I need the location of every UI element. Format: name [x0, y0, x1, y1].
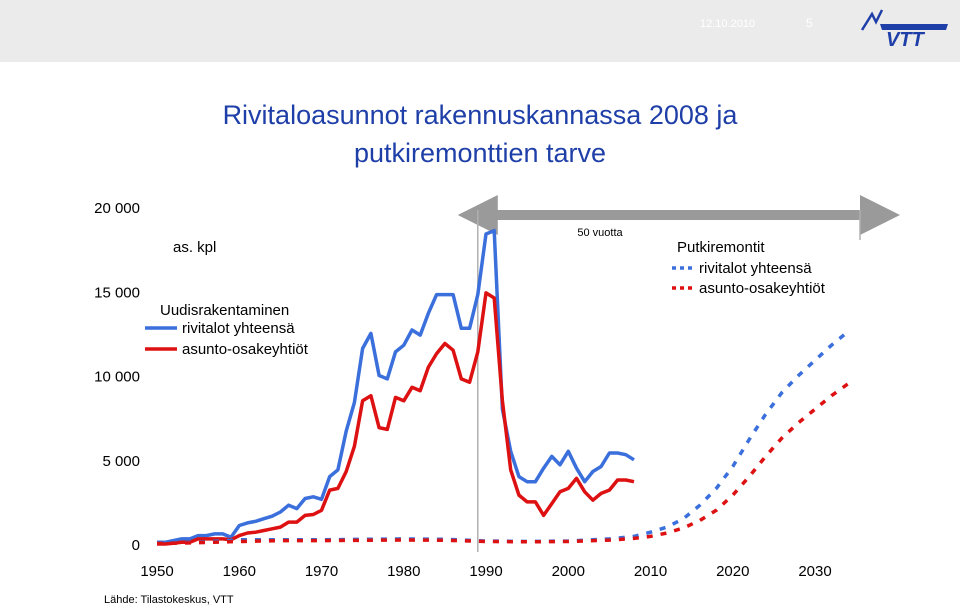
vtt-logo [858, 8, 950, 48]
legend-new-label: rivitalot yhteensä [182, 320, 295, 337]
unit-label: as. kpl [173, 239, 217, 256]
slide-title-line2: putkiremonttien tarve [353, 138, 607, 168]
legend-renov-label: rivitalot yhteensä [699, 260, 812, 277]
x-tick-label: 1970 [304, 563, 339, 580]
slide-title-line1: Rivitaloasunnot rakennuskannassa 2008 ja [222, 100, 738, 130]
x-tick-label: 2010 [633, 563, 668, 580]
legend-renov-title: Putkiremontit [677, 239, 765, 256]
header-bar [0, 0, 960, 62]
series-group [157, 231, 848, 544]
legend-renov-label: asunto-osakeyhtiöt [699, 280, 825, 297]
annotation-label: 50 vuotta [577, 227, 623, 239]
axes-group [94, 200, 832, 580]
slide-date: 12.10.2010 [700, 18, 756, 30]
y-tick-label: 10 000 [94, 368, 140, 386]
y-tick-label: 5 000 [102, 452, 140, 470]
x-tick-label: 2020 [716, 563, 750, 580]
legend-new-title: Uudisrakentaminen [160, 302, 290, 319]
logo-text: VTT [886, 29, 924, 48]
source-note: Lähde: Tilastokeskus, VTT [104, 594, 234, 606]
annotation-group [478, 210, 880, 552]
y-tick-label: 0 [131, 537, 140, 554]
x-tick-label: 1960 [222, 563, 256, 580]
slide-title [160, 96, 800, 172]
x-tick-label: 2000 [551, 563, 585, 580]
x-tick-label: 2030 [798, 563, 832, 580]
series-line [157, 231, 634, 543]
series-line-dashed [157, 332, 848, 544]
y-tick-label: 15 000 [94, 284, 140, 302]
slide-page-number: 5 [806, 16, 813, 30]
x-tick-label: 1990 [469, 563, 503, 580]
logo-wave-icon [862, 10, 882, 30]
legend-new-label: asunto-osakeyhtiöt [182, 341, 308, 358]
x-tick-label: 1980 [387, 563, 421, 580]
line-chart [0, 180, 960, 592]
y-tick-label: 20 000 [94, 200, 140, 217]
x-tick-label: 1950 [140, 563, 174, 580]
